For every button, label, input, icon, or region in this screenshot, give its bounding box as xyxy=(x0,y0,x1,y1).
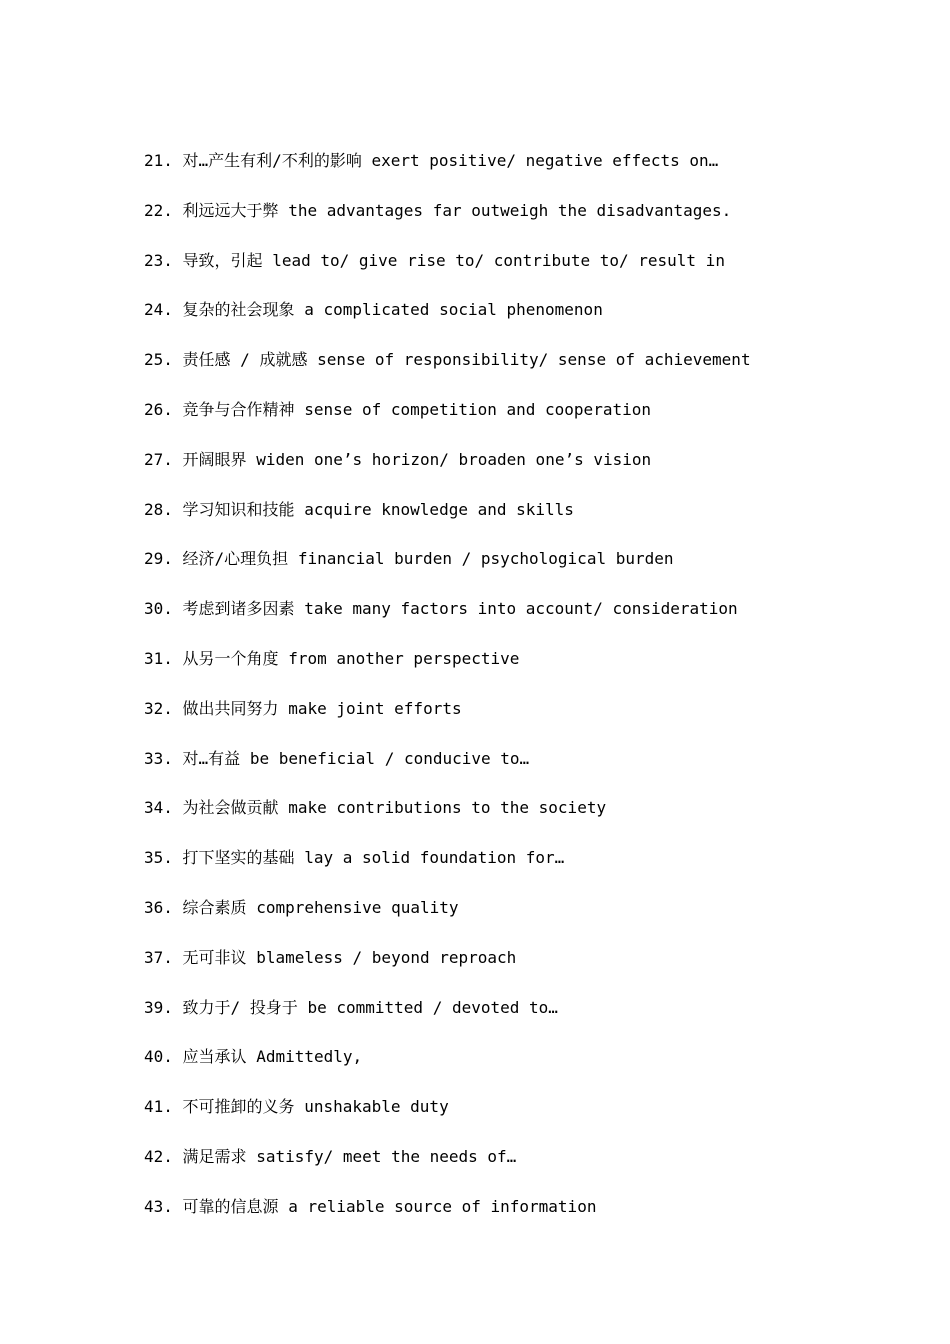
entry-chinese: 导致，引起 xyxy=(182,250,263,270)
entry-chinese: 开阔眼界 xyxy=(182,449,247,469)
entry-english: financial burden / psychological burden xyxy=(297,549,674,569)
entry-english: widen one’s horizon/ broaden one’s vision xyxy=(256,449,652,469)
entry-english: a complicated social phenomenon xyxy=(304,300,603,320)
entry-number: 43. xyxy=(144,1196,173,1216)
list-item xyxy=(144,1044,751,1094)
entry-number: 40. xyxy=(144,1047,173,1067)
entry-english: blameless / beyond reproach xyxy=(256,947,517,967)
list-item xyxy=(144,347,751,397)
entry-chinese: 做出共同努力 xyxy=(182,698,279,718)
entry-english: make contributions to the society xyxy=(288,798,607,818)
entry-number: 35. xyxy=(144,848,173,868)
entry-chinese: 复杂的社会现象 xyxy=(182,300,295,320)
list-item xyxy=(144,646,751,696)
entry-number: 27. xyxy=(144,449,173,469)
entry-number: 29. xyxy=(144,549,173,569)
entry-english: lay a solid foundation for… xyxy=(304,848,565,868)
list-item xyxy=(144,1194,751,1244)
entry-number: 25. xyxy=(144,350,173,370)
list-item xyxy=(144,696,751,746)
list-item xyxy=(144,447,751,497)
entry-number: 41. xyxy=(144,1097,173,1117)
entry-chinese: 为社会做贡献 xyxy=(182,798,279,818)
entry-chinese: 无可非议 xyxy=(182,947,247,967)
entry-chinese: 对…产生有利/不利的影响 xyxy=(182,151,362,170)
entry-number: 28. xyxy=(144,499,173,519)
entry-chinese: 对…有益 xyxy=(182,748,241,768)
list-item xyxy=(144,1094,751,1144)
entry-number: 26. xyxy=(144,399,173,419)
list-item xyxy=(144,795,751,845)
entry-english: sense of responsibility/ sense of achievement xyxy=(317,350,751,370)
list-item xyxy=(144,945,751,995)
list-item xyxy=(144,248,751,298)
entry-chinese: 致力于/ 投身于 xyxy=(182,997,298,1017)
entry-number: 32. xyxy=(144,698,173,718)
entry-chinese: 综合素质 xyxy=(182,897,247,917)
entry-chinese: 责任感 / 成就感 xyxy=(182,350,308,370)
entry-number: 31. xyxy=(144,648,173,668)
entry-english: be committed / devoted to… xyxy=(307,997,558,1017)
list-item xyxy=(144,1144,751,1194)
list-item xyxy=(144,148,751,198)
entry-chinese: 学习知识和技能 xyxy=(182,499,295,519)
list-item xyxy=(144,297,751,347)
entry-english: be beneficial / conducive to… xyxy=(249,748,530,768)
entry-number: 24. xyxy=(144,300,173,320)
entry-english: lead to/ give rise to/ contribute to/ result in xyxy=(272,250,725,270)
entry-english: take many factors into account/ consideration xyxy=(304,599,738,619)
entry-english: acquire knowledge and skills xyxy=(304,499,574,519)
entry-english: make joint efforts xyxy=(288,698,462,718)
entry-number: 42. xyxy=(144,1146,173,1166)
list-item xyxy=(144,497,751,547)
entry-chinese: 可靠的信息源 xyxy=(182,1196,279,1216)
list-item xyxy=(144,895,751,945)
entry-chinese: 竞争与合作精神 xyxy=(182,399,295,419)
list-item xyxy=(144,995,751,1045)
entry-chinese: 不可推卸的义务 xyxy=(182,1097,295,1117)
entry-english: sense of competition and cooperation xyxy=(304,399,651,419)
entry-chinese: 考虑到诸多因素 xyxy=(182,599,295,619)
entry-number: 22. xyxy=(144,200,173,220)
entry-english: a reliable source of information xyxy=(288,1196,597,1216)
list-item xyxy=(144,596,751,646)
entry-number: 37. xyxy=(144,947,173,967)
list-item xyxy=(144,845,751,895)
entry-number: 36. xyxy=(144,897,173,917)
entry-chinese: 打下坚实的基础 xyxy=(182,848,295,868)
entry-chinese: 应当承认 xyxy=(182,1047,247,1067)
entry-english: comprehensive quality xyxy=(256,897,459,917)
entry-chinese: 利远远大于弊 xyxy=(182,200,279,220)
entry-chinese: 满足需求 xyxy=(182,1146,247,1166)
entry-english: the advantages far outweigh the disadvantages. xyxy=(288,200,732,220)
entry-english: exert positive/ negative effects on… xyxy=(371,151,719,170)
list-item xyxy=(144,746,751,796)
list-item xyxy=(144,397,751,447)
entry-number: 34. xyxy=(144,798,173,818)
list-item xyxy=(144,198,751,248)
entry-number: 33. xyxy=(144,748,173,768)
entry-english: Admittedly, xyxy=(256,1047,363,1067)
entry-number: 39. xyxy=(144,997,173,1017)
list-item xyxy=(144,546,751,596)
entry-chinese: 从另一个角度 xyxy=(182,648,279,668)
entry-english: from another perspective xyxy=(288,648,520,668)
entry-english: unshakable duty xyxy=(304,1097,449,1117)
entry-number: 23. xyxy=(144,250,173,270)
entry-number: 30. xyxy=(144,599,173,619)
entry-chinese: 经济/心理负担 xyxy=(182,549,289,569)
entry-english: satisfy/ meet the needs of… xyxy=(256,1146,517,1166)
phrase-list xyxy=(144,148,751,1244)
entry-number: 21. xyxy=(144,151,173,170)
